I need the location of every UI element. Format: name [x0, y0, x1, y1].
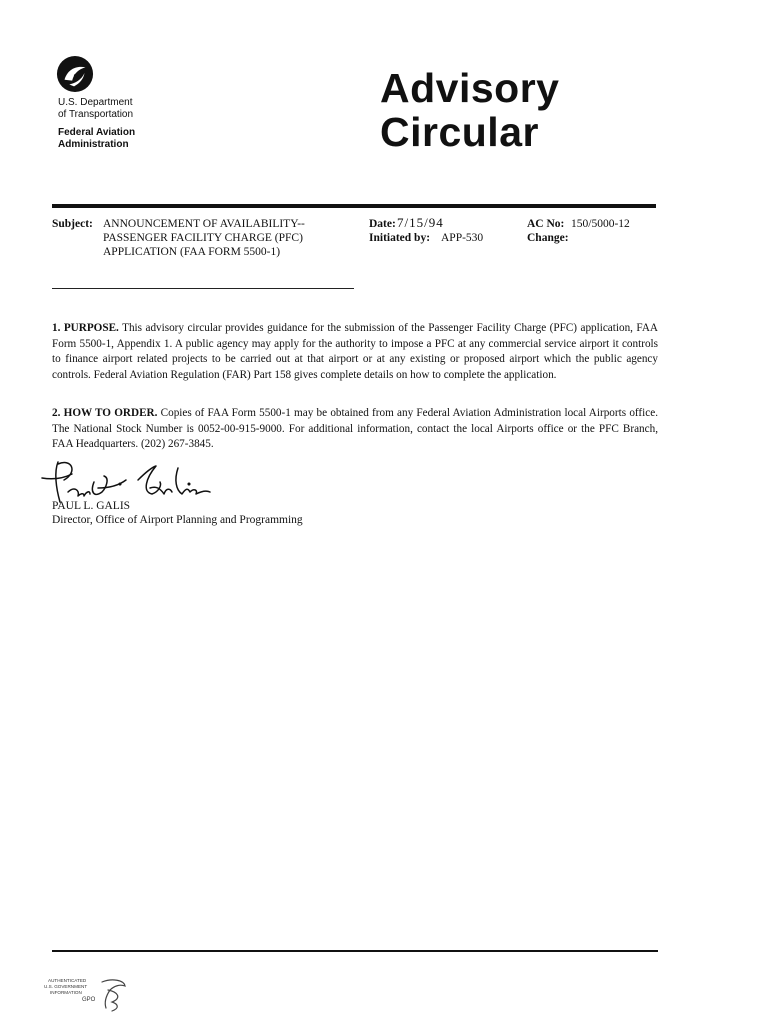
ac-no-value: 150/5000-12: [571, 218, 630, 230]
order-text: Copies of FAA Form 5500-1 may be obtained from any Federal Aviation Administration local Airports office. The National Stock Number is 0052-00-915-9000. For additional information, contact the local Airports office or the PFC Branch, FAA Headquarters. (202) 267-3845.: [52, 407, 658, 450]
paragraph-purpose: [52, 321, 658, 383]
header-rule: [52, 204, 656, 208]
initiated-value: APP-530: [441, 232, 484, 244]
gpo-eagle-icon: [98, 976, 128, 1014]
agency-administration: Administration: [58, 139, 129, 150]
signer-title: Director, Office of Airport Planning and Programming: [52, 514, 303, 526]
subject-label: Subject:: [52, 218, 93, 230]
order-heading: 2. HOW TO ORDER.: [52, 407, 158, 419]
agency-faa: Federal Aviation: [58, 127, 136, 138]
signer-name: PAUL L. GALIS: [52, 500, 131, 512]
subject-line-1: ANNOUNCEMENT OF AVAILABILITY--: [103, 218, 305, 230]
document-title: [380, 66, 559, 154]
change-label: Change:: [527, 232, 569, 244]
paragraph-how-to-order: [52, 406, 658, 453]
title-line-circular: Circular: [380, 109, 539, 155]
date-label: Date:: [369, 218, 396, 230]
agency-transportation: of Transportation: [58, 109, 134, 120]
title-line-advisory: Advisory: [380, 65, 560, 111]
seal-us-government: U.S. GOVERNMENT: [44, 984, 88, 989]
seal-gpo: GPO: [82, 997, 96, 1003]
purpose-heading: 1. PURPOSE.: [52, 322, 119, 334]
initiated-label: Initiated by:: [369, 232, 431, 244]
dot-triskelion-icon: [56, 55, 94, 93]
subject-rule: [52, 288, 354, 289]
footer-rule: [52, 950, 658, 952]
subject-line-3: APPLICATION (FAA FORM 5500-1): [103, 246, 281, 258]
ac-no-label: AC No:: [527, 218, 565, 230]
gpo-authentication-seal: [40, 972, 132, 1018]
seal-authenticated: AUTHENTICATED: [48, 978, 87, 983]
purpose-text: This advisory circular provides guidance for the submission of the Passenger Facility Charge (PFC) application, FAA Form 5500-1, Appendix 1. A public agency may apply for the authority to impose a PFC at any commercial service airport it controls to finance airport related projects to be carried out at that airport or at any existing or proposed airport which the public agency controls. Federal Aviation Regulation (FAR) Part 158 gives complete details on how to complete the application.: [52, 322, 658, 381]
subject-line-2: PASSENGER FACILITY CHARGE (PFC): [103, 232, 303, 244]
seal-information: INFORMATION: [50, 990, 82, 995]
agency-department: U.S. Department: [58, 97, 133, 108]
date-value: 7/15/94: [397, 215, 444, 230]
